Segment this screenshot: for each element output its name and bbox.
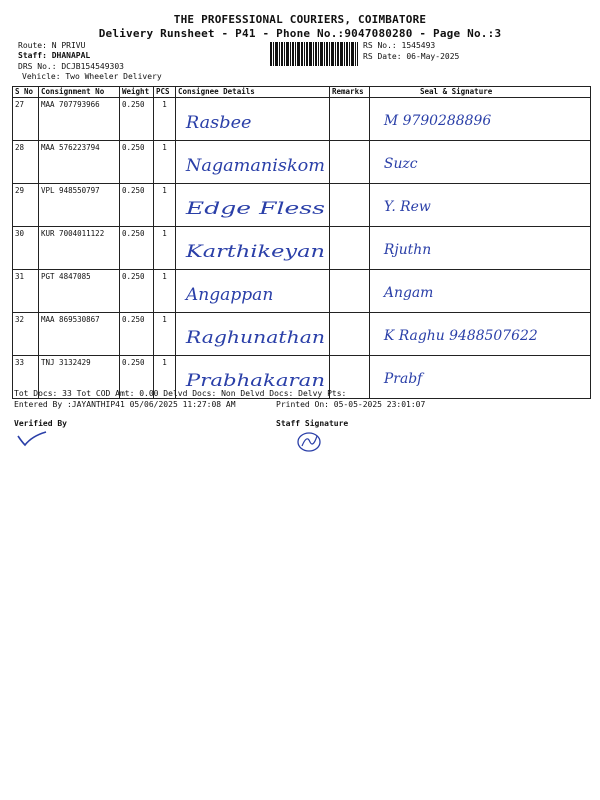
seal-signature-cell xyxy=(370,313,591,356)
weight-cell: 0.250 xyxy=(120,356,154,399)
consignee-handwritten-name: Edge Fless xyxy=(184,197,326,218)
handwritten-signature: M 9790288896 xyxy=(383,112,492,129)
consignment-cell: PGT 4847085 xyxy=(39,270,120,313)
sno-cell: 33 xyxy=(13,356,39,399)
remarks-cell xyxy=(330,98,370,141)
column-header: PCS xyxy=(154,87,176,98)
consignee-details-cell xyxy=(176,98,330,141)
rs-date: RS Date: 06-May-2025 xyxy=(363,52,460,61)
sno-cell: 28 xyxy=(13,141,39,184)
handwritten-signature: Prabf xyxy=(383,370,423,387)
column-header: Consignee Details xyxy=(176,87,330,98)
sno-cell: 31 xyxy=(13,270,39,313)
consignment-cell: MAA 707793966 xyxy=(39,98,120,141)
consignee-details-cell xyxy=(176,184,330,227)
vehicle-label: Vehicle: Two Wheeler Delivery xyxy=(22,72,162,81)
staff-label: Staff: DHANAPAL xyxy=(18,51,91,60)
handwritten-signature: Suzc xyxy=(383,155,418,172)
consignee-handwritten-name: Angappan xyxy=(183,283,274,304)
document-title: THE PROFESSIONAL COURIERS, COIMBATORE xyxy=(173,13,427,26)
consignee-details-cell xyxy=(176,141,330,184)
consignee-details-cell xyxy=(176,313,330,356)
column-header: Seal & Signature xyxy=(370,87,591,98)
table-row xyxy=(13,313,591,356)
pcs-cell: 1 xyxy=(154,356,176,399)
sno-cell: 30 xyxy=(13,227,39,270)
seal-signature-cell xyxy=(370,356,591,399)
table-header-row xyxy=(13,87,591,98)
pcs-cell: 1 xyxy=(154,141,176,184)
staff-signature-label: Staff Signature xyxy=(276,419,349,428)
handwritten-signature: Rjuthn xyxy=(383,241,432,258)
pcs-cell: 1 xyxy=(154,98,176,141)
column-header: S No xyxy=(13,87,39,98)
route-label: Route: N PRIVU xyxy=(18,41,86,50)
pcs-cell: 1 xyxy=(154,184,176,227)
remarks-cell xyxy=(330,184,370,227)
table-row xyxy=(13,141,591,184)
remarks-cell xyxy=(330,313,370,356)
handwritten-signature: Y. Rew xyxy=(383,198,431,215)
weight-cell: 0.250 xyxy=(120,184,154,227)
consignee-details-cell xyxy=(176,227,330,270)
remarks-cell xyxy=(330,141,370,184)
consignee-details-cell xyxy=(176,270,330,313)
handwritten-signature: K Raghu 9488507622 xyxy=(383,327,538,344)
consignment-cell: MAA 869530867 xyxy=(39,313,120,356)
printed-on: Printed On: 05-05-2025 23:01:07 xyxy=(276,400,426,409)
column-header: Weight xyxy=(120,87,154,98)
barcode-image xyxy=(270,42,358,66)
consignee-handwritten-name: Prabhakaran xyxy=(184,369,326,390)
weight-cell: 0.250 xyxy=(120,98,154,141)
remarks-cell xyxy=(330,270,370,313)
consignee-handwritten-name: Raghunathan xyxy=(184,326,326,347)
column-header: Consignment No xyxy=(39,87,120,98)
weight-cell: 0.250 xyxy=(120,313,154,356)
weight-cell: 0.250 xyxy=(120,141,154,184)
seal-signature-cell xyxy=(370,184,591,227)
sno-cell: 32 xyxy=(13,313,39,356)
sno-cell: 27 xyxy=(13,98,39,141)
runsheet-subtitle: Delivery Runsheet - P41 - Phone No.:9047080280 - Page No.:3 xyxy=(98,27,502,40)
verified-check-mark xyxy=(16,428,50,448)
seal-signature-cell xyxy=(370,141,591,184)
consignee-handwritten-name: Nagamaniskom xyxy=(184,154,326,175)
table-row xyxy=(13,98,591,141)
pcs-cell: 1 xyxy=(154,313,176,356)
weight-cell: 0.250 xyxy=(120,270,154,313)
consignee-handwritten-name: Karthikeyan xyxy=(184,240,326,261)
rs-number: RS No.: 1545493 xyxy=(363,41,436,50)
remarks-cell xyxy=(330,227,370,270)
drs-number: DRS No.: DCJB154549303 xyxy=(18,62,124,71)
staff-signature-mark xyxy=(295,430,323,454)
seal-signature-cell xyxy=(370,270,591,313)
pcs-cell: 1 xyxy=(154,270,176,313)
consignment-cell: MAA 576223794 xyxy=(39,141,120,184)
seal-signature-cell xyxy=(370,227,591,270)
entered-by: Entered By :JAYANTHIP41 05/06/2025 11:27:08 AM xyxy=(14,400,236,409)
table-row xyxy=(13,227,591,270)
sno-cell: 29 xyxy=(13,184,39,227)
consignee-handwritten-name: Rasbee xyxy=(184,111,252,132)
handwritten-signature: Angam xyxy=(383,284,434,301)
table-row xyxy=(13,184,591,227)
weight-cell: 0.250 xyxy=(120,227,154,270)
verified-by-label: Verified By xyxy=(14,419,67,428)
consignment-cell: TNJ 3132429 xyxy=(39,356,120,399)
column-header: Remarks xyxy=(330,87,370,98)
totals-line: Tot Docs: 33 Tot COD Amt: 0.00 Delvd Docs: Non Delvd Docs: Delvy Pts: xyxy=(14,389,347,398)
consignment-cell: KUR 7004011122 xyxy=(39,227,120,270)
consignment-cell: VPL 948550797 xyxy=(39,184,120,227)
pcs-cell: 1 xyxy=(154,227,176,270)
seal-signature-cell xyxy=(370,98,591,141)
runsheet-table xyxy=(12,86,591,399)
table-row xyxy=(13,270,591,313)
